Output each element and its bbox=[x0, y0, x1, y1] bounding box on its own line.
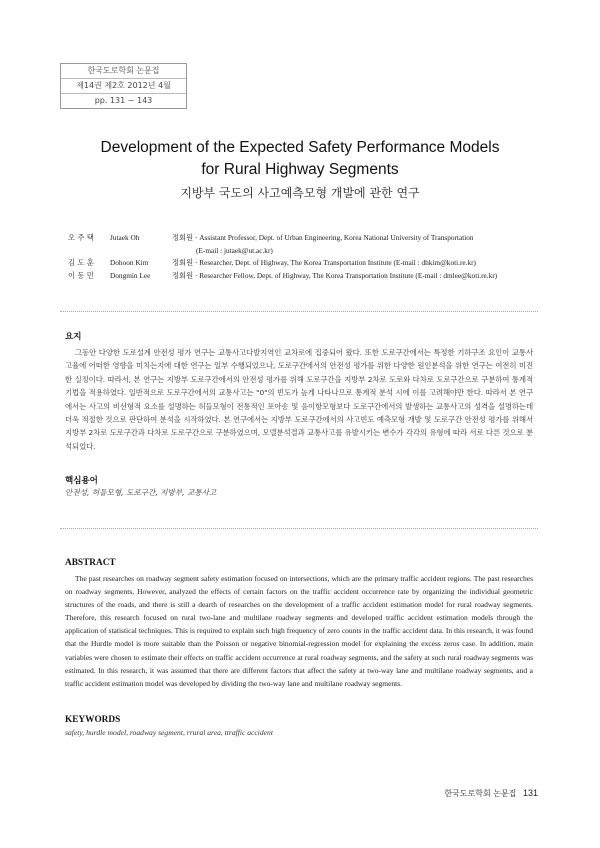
author-name-korean: 김 도 훈 bbox=[68, 258, 94, 267]
membership-label: 정회원 bbox=[172, 258, 194, 267]
journal-info-box bbox=[60, 63, 187, 109]
affiliation-text: · Researcher Fellow, Dept. of Highway, The Korea Transportation Institute (E-mail : dmlee@koti.re.kr) bbox=[194, 270, 498, 280]
abstract-english-heading: ABSTRACT bbox=[65, 558, 116, 568]
author-name-english: Dongmin Lee bbox=[110, 270, 151, 280]
affiliation-text: · Assistant Professor, Dept. of Urban Engineering, Korea National University of Transportation bbox=[194, 233, 474, 242]
abstract-korean-heading: 요지 bbox=[65, 332, 82, 342]
author-affiliation bbox=[172, 257, 502, 270]
paper-title-english bbox=[0, 137, 600, 181]
membership-label: 정회원 bbox=[172, 270, 194, 280]
title-line-1: Development of the Expected Safety Performance Models bbox=[100, 139, 500, 156]
keywords-korean: 안전성, 허들모형, 도로구간, 지방부, 교통사고 bbox=[65, 488, 217, 497]
page-footer bbox=[444, 788, 538, 799]
abstract-english: The past researches on roadway segment safety estimation focused on intersections, which are the primary traffic accident regions. The past researches on roadway segments, However, analyzed the effects of certain factors on the traffic accident occurrence rate by organizing the individual geometric structures of the roads, and there is still a dearth of researches on the development of a traffic accident estimation model for rural roadway segments. Therefore, this research focused on rural two-lane and multilane roadway segments and developed traffic accident estimation models through the application of statistical techniques. This is required to explain such high frequency of zero counts in the traffic accident data. In this research, it was found that the Hurdle model is more suitable than the Poisson or negative binomial-regression model for explaining the excess zeros case. In addition, main variables were chosen to estimate their effects on traffic accident occurrence at rural roadway segments, and the safety at such rural roadway segments was estimated. In this research, it was assumed that there are different factors that affect the safety at two-way lane and multilane roadway segments, and a traffic accident estimation model was developed by dividing the two-way lane and multilane roadway segments. bbox=[65, 574, 533, 688]
affiliation-text: · Researcher, Dept. of Highway, The Korea Transportation Institute (E-mail : dhkim@koti.re.kr) bbox=[194, 258, 476, 267]
keywords-english: safety, hurdle model, roadway segment, rrural area, ttraffic accident bbox=[65, 728, 273, 737]
author-affiliation bbox=[172, 270, 502, 283]
abstract-korean: 그동안 다양한 도로설계 안전성 평가 연구는 교통사고다발지역인 교차로에 집중되어 왔다. 또한 도로구간에서는 특정한 기하구조 요인이 교통사고율에 어떠한 영향을 미치는지에 대한 연구는 일부 수행되었으나, 도로구간에서의 안전성 평가를 위한 다양한 원인분석을 위한 연구는 여전히 미진한 실정이다. 따라서, 본 연구는 지방부 도로구간에서의 안전성 평가를 위해 도로구간을 지방부 2차로 도로와 다차로 도로구간으로 구분하여 통계적 기법을 적용하였다. 일반적으로 도로구간에서의 교통사고는 "0"의 빈도가 높게 나타나므로 통계적 분석 시에 이를 고려해야만 한다. 따라서 본 연구에서는 사고의 비선형적 요소를 설명하는 허들모형이 전통적인 포아송 및 음이항모형보다 도로구간에서의 발생하는 교통사고의 성격을 설명하는데 더욱 적절한 것으로 판단하여 분석을 시작하였다. 본 연구에서는 지방부 도로구간에서의 사고빈도 예측모형 개발 및 도로구간 안전성 평가를 위해서 지방부 2차로 도로구간과 다차로 도로구간으로 구분하였으며, 모델분석결과 교통사고를 유발시키는 변수가 각각의 유형에 따라 서로 다른 것으로 분석되었다. bbox=[65, 348, 533, 451]
author-name-english: Dohoon Kim bbox=[110, 258, 149, 267]
author-affiliation bbox=[172, 232, 502, 257]
journal-issue: 제14권 제2호 2012년 4월 bbox=[61, 79, 186, 94]
author-name-korean: 오 주 택 bbox=[68, 233, 94, 242]
section-divider bbox=[60, 311, 538, 312]
membership-label: 정회원 bbox=[172, 233, 194, 242]
journal-name: 한국도로학회 논문집 bbox=[61, 64, 186, 79]
author-email: (E-mail : jutaek@ut.ac.kr) bbox=[196, 245, 273, 255]
author-list bbox=[68, 232, 502, 282]
section-divider bbox=[60, 528, 538, 529]
author-name-english: Jutaek Oh bbox=[110, 233, 140, 242]
title-line-2: for Rural Highway Segments bbox=[201, 161, 399, 178]
author-row bbox=[68, 270, 502, 283]
footer-journal-name: 한국도로학회 논문집 bbox=[444, 789, 517, 798]
author-row bbox=[68, 232, 502, 257]
page-number: 131 bbox=[522, 788, 538, 798]
paper-title-korean: 지방부 국도의 사고예측모형 개발에 관한 연구 bbox=[180, 186, 420, 200]
author-name-korean: 이 동 민 bbox=[68, 270, 94, 280]
journal-pages: pp. 131 ~ 143 bbox=[94, 96, 153, 105]
keywords-english-heading: KEYWORDS bbox=[65, 715, 121, 725]
author-row bbox=[68, 257, 502, 270]
keywords-korean-heading: 핵심용어 bbox=[65, 476, 98, 486]
